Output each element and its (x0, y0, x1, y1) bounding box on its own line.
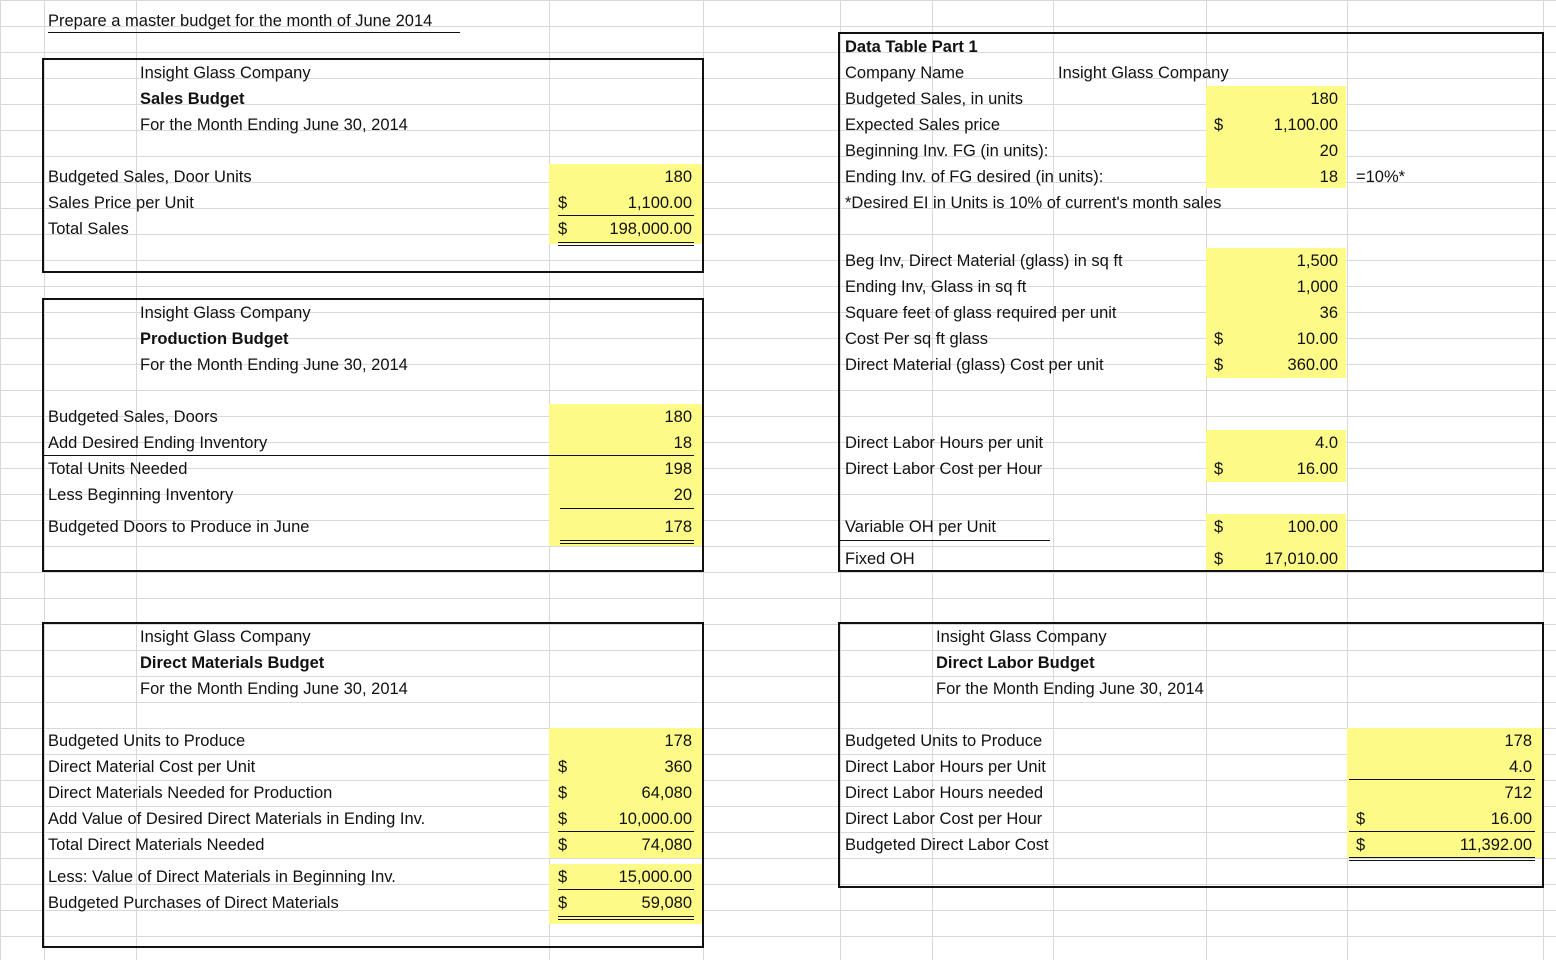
dm-row-currency: $ (558, 868, 568, 886)
oh-row-label: Fixed OH (845, 550, 915, 568)
dm-row-value[interactable]: 59,080 (641, 894, 692, 912)
data-row-value[interactable]: 18 (1319, 168, 1338, 186)
sales-budget-period: For the Month Ending June 30, 2014 (140, 116, 408, 134)
production-row-label: Total Units Needed (48, 460, 188, 478)
company-name-value[interactable]: Insight Glass Company (1058, 64, 1229, 82)
sales-row-currency: $ (558, 194, 568, 212)
page-heading: Prepare a master budget for the month of June 2014 (48, 12, 433, 30)
data-row-label: Ending Inv. of FG desired (in units): (845, 168, 1104, 186)
production-row-value[interactable]: 20 (673, 486, 692, 504)
dm-row-value[interactable]: 360 (664, 758, 692, 776)
material-row-currency: $ (1214, 356, 1224, 374)
production-row-value[interactable]: 180 (664, 408, 692, 426)
data-row-value[interactable]: 1,100.00 (1273, 116, 1338, 134)
dm-row-currency: $ (558, 758, 568, 776)
sales-row-value[interactable]: 198,000.00 (609, 220, 692, 238)
material-row-label: Direct Material (glass) Cost per unit (845, 356, 1104, 374)
sales-row-label: Total Sales (48, 220, 129, 238)
data-row-value[interactable]: 20 (1319, 142, 1338, 160)
production-budget-period: For the Month Ending June 30, 2014 (140, 356, 408, 374)
dl-budget-company: Insight Glass Company (936, 628, 1107, 646)
oh-row-currency: $ (1214, 550, 1224, 568)
dm-row-label: Direct Materials Needed for Production (48, 784, 333, 802)
sales-row-currency: $ (558, 220, 568, 238)
oh-row-value[interactable]: 17,010.00 (1264, 550, 1338, 568)
dl-row-label: Budgeted Direct Labor Cost (845, 836, 1049, 854)
material-row-label: Beg Inv, Direct Material (glass) in sq ft (845, 252, 1123, 270)
dl-row-value[interactable]: 16.00 (1490, 810, 1532, 828)
material-row-value[interactable]: 1,500 (1296, 252, 1338, 270)
dl-row-label: Direct Labor Hours per Unit (845, 758, 1046, 776)
dl-row-label: Direct Labor Hours needed (845, 784, 1044, 802)
dm-budget-company: Insight Glass Company (140, 628, 311, 646)
dm-row-label: Budgeted Units to Produce (48, 732, 246, 750)
dm-budget-period: For the Month Ending June 30, 2014 (140, 680, 408, 698)
dm-row-currency: $ (558, 810, 568, 828)
data-row-value[interactable]: 180 (1310, 90, 1338, 108)
dl-row-label: Budgeted Units to Produce (845, 732, 1043, 750)
dm-row-label: Total Direct Materials Needed (48, 836, 265, 854)
dl-row-value[interactable]: 712 (1504, 784, 1532, 802)
dl-row-value[interactable]: 11,392.00 (1459, 836, 1532, 854)
production-row-value[interactable]: 198 (664, 460, 692, 478)
dm-row-currency: $ (558, 784, 568, 802)
data-footnote: *Desired EI in Units is 10% of current's month sales (845, 194, 1222, 212)
material-row-value[interactable]: 1,000 (1296, 278, 1338, 296)
dl-row-value[interactable]: 4.0 (1509, 758, 1532, 776)
data-row-label: Budgeted Sales, in units (845, 90, 1023, 108)
dl-row-currency: $ (1356, 810, 1366, 828)
dm-row-value[interactable]: 64,080 (641, 784, 692, 802)
dm-row-value[interactable]: 10,000.00 (618, 810, 692, 828)
dm-row-label: Direct Material Cost per Unit (48, 758, 256, 776)
labor-row-value[interactable]: 16.00 (1296, 460, 1338, 478)
dm-row-value[interactable]: 15,000.00 (618, 868, 692, 886)
data-row-label: Expected Sales price (845, 116, 1001, 134)
ending-inv-note: =10%* (1356, 168, 1406, 186)
sales-budget-company: Insight Glass Company (140, 64, 311, 82)
dm-budget-title: Direct Materials Budget (140, 654, 325, 672)
sales-row-value[interactable]: 1,100.00 (627, 194, 692, 212)
dl-row-label: Direct Labor Cost per Hour (845, 810, 1043, 828)
oh-row-value[interactable]: 100.00 (1287, 518, 1338, 536)
material-row-currency: $ (1214, 330, 1224, 348)
material-row-label: Ending Inv, Glass in sq ft (845, 278, 1027, 296)
labor-row-label: Direct Labor Hours per unit (845, 434, 1044, 452)
dm-row-currency: $ (558, 894, 568, 912)
production-budget-title: Production Budget (140, 330, 289, 348)
labor-row-currency: $ (1214, 460, 1224, 478)
production-row-value[interactable]: 178 (664, 518, 692, 536)
dm-row-value[interactable]: 178 (664, 732, 692, 750)
dm-row-currency: $ (558, 836, 568, 854)
data-row-currency: $ (1214, 116, 1224, 134)
dl-budget-title: Direct Labor Budget (936, 654, 1095, 672)
sales-row-label: Sales Price per Unit (48, 194, 194, 212)
material-row-value[interactable]: 10.00 (1296, 330, 1338, 348)
material-row-label: Cost Per sq ft glass (845, 330, 989, 348)
dm-row-label: Less: Value of Direct Materials in Beginning Inv. (48, 868, 396, 886)
company-name-label: Company Name (845, 64, 965, 82)
dl-budget-period: For the Month Ending June 30, 2014 (936, 680, 1204, 698)
dm-row-label: Add Value of Desired Direct Materials in Ending Inv. (48, 810, 426, 828)
data-table-title: Data Table Part 1 (845, 38, 978, 56)
production-budget-company: Insight Glass Company (140, 304, 311, 322)
data-row-label: Beginning Inv. FG (in units): (845, 142, 1049, 160)
labor-row-label: Direct Labor Cost per Hour (845, 460, 1043, 478)
labor-row-value[interactable]: 4.0 (1315, 434, 1338, 452)
sales-row-label: Budgeted Sales, Door Units (48, 168, 252, 186)
sales-budget-title: Sales Budget (140, 90, 245, 108)
production-row-label: Budgeted Doors to Produce in June (48, 518, 310, 536)
oh-row-currency: $ (1214, 518, 1224, 536)
dm-row-label: Budgeted Purchases of Direct Materials (48, 894, 339, 912)
material-row-value[interactable]: 360.00 (1287, 356, 1338, 374)
production-row-label: Budgeted Sales, Doors (48, 408, 218, 426)
dl-row-currency: $ (1356, 836, 1366, 854)
material-row-label: Square feet of glass required per unit (845, 304, 1117, 322)
production-row-value[interactable]: 18 (673, 434, 692, 452)
dm-row-value[interactable]: 74,080 (641, 836, 692, 854)
production-row-label: Less Beginning Inventory (48, 486, 234, 504)
oh-row-label: Variable OH per Unit (845, 518, 997, 536)
dl-row-value[interactable]: 178 (1504, 732, 1532, 750)
sales-row-value[interactable]: 180 (664, 168, 692, 186)
material-row-value[interactable]: 36 (1319, 304, 1338, 322)
production-row-label: Add Desired Ending Inventory (48, 434, 268, 452)
